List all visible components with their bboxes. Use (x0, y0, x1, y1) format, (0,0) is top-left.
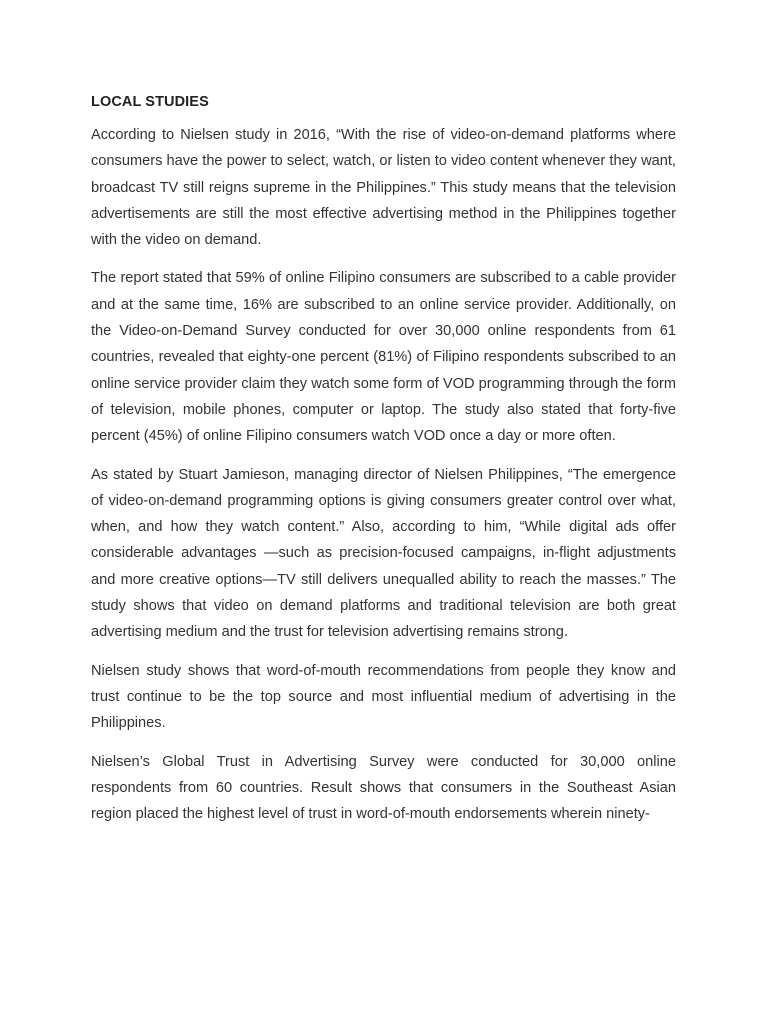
paragraph-report-statistics: The report stated that 59% of online Filipino consumers are subscribed to a cable provider and at the same time, 16% are subscribed to an online service provider. Additionally, on the Video-on-Demand Survey conducted for over 30,000 online respondents from 61 countries, revealed that eighty-one percent (81%) of Filipino respondents subscribed to an online service provider claim they watch some form of VOD programming through the form of television, mobile phones, computer or laptop. The study also stated that forty-five percent (45%) of online Filipino consumers watch VOD once a day or more often. (91, 270, 676, 445)
paragraph-nielsen-2016: According to Nielsen study in 2016, “With the rise of video-on-demand platforms where consumers have the power to select, watch, or listen to video content whenever they want, broadcast TV still reigns supreme in the Philippines.” This study means that the television advertisements are still the most effective advertising method in the Philippines together with the video on demand. (91, 127, 676, 249)
paragraph-global-trust-survey: Nielsen’s Global Trust in Advertising Survey were conducted for 30,000 online respondents from 60 countries. Result shows that consumers in the Southeast Asian region placed the highest level of trust in word-of-mouth endorsements wherein ninety- (91, 753, 676, 823)
paragraph-stuart-jamieson: As stated by Stuart Jamieson, managing director of Nielsen Philippines, “The emergence of video-on-demand programming options is giving consumers greater control over what, when, and how they watch content.” Also, according to him, “While digital ads offer considerable advantages —such as precision-focused campaigns, in-flight adjustments and more creative options—TV still delivers unequalled ability to reach the masses.” The study shows that video on demand platforms and traditional television are both great advertising medium and the trust for television advertising remains strong. (91, 466, 676, 641)
section-heading: LOCAL STUDIES (91, 94, 209, 110)
paragraph-word-of-mouth: Nielsen study shows that word-of-mouth recommendations from people they know and trust continue to be the top source and most influential medium of advertising in the Philippines. (91, 662, 676, 732)
